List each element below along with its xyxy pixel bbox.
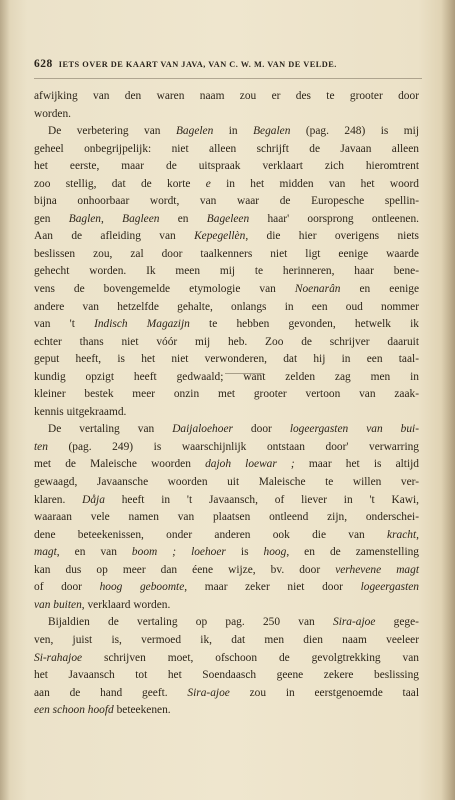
text-run: (pag. 249) is waarschijnlijk ontstaan door' verwarring [47,440,419,453]
text-line [34,123,419,141]
italic-text: e [205,177,211,190]
text-run: aan de hand geeft. [34,686,188,699]
text-run: , [101,212,123,225]
text-run: , die hier overigens niets [245,230,419,243]
text-run: (pag. 248) is mij [290,125,419,138]
text-run: door [232,423,290,436]
text-line [34,369,419,387]
text-line [34,158,419,176]
text-run: , en van [56,546,132,559]
text-run: andere van hetzelfde gehalte, onlangs in een oud nommer [34,300,419,313]
text-run: Bijaldien de vertaling op pag. 250 van [48,616,334,629]
text-run: of door [34,581,100,594]
text-run: De vertaling van [48,423,173,436]
text-line [34,650,419,668]
text-line [34,141,419,159]
text-line [34,527,419,545]
text-run: vens de bovengemelde etymologie van [34,283,295,296]
italic-text: logeergasten van bui- [289,423,420,436]
text-line [34,456,419,474]
text-line [34,439,419,457]
text-run: gehecht worden. Ik meen mij te herinneren, haar bene- [34,265,419,278]
text-run: te hebben gevonden, hetwelk ik [189,318,419,331]
text-line [34,614,419,632]
text-run: geput heeft, is het niet verwonderen, dat hij in een taal- [34,353,419,366]
text-run: , en de zamenstelling [286,546,419,559]
text-run: afwijking van den waren naam zou er des te grooter door [34,90,419,102]
text-line [34,211,419,229]
text-line [34,193,419,211]
text-run: schrijven moet, ofschoon de gevolgtrekking van [82,651,419,664]
text-line [34,281,419,299]
header-rule [34,78,422,79]
text-run: beslissen zou, zal door taalkenners niet ligt eenige waarde [34,247,419,260]
text-line [34,597,419,615]
text-run: kundig opzigt heeft gedwaald; want zelden zag men in [34,370,419,383]
text-run: Aan de afleiding van [34,230,195,243]
text-line [34,421,419,439]
italic-text: kracht, [387,528,419,541]
text-line [34,509,419,527]
text-line [34,404,419,422]
italic-text: Dåja [82,493,105,506]
italic-text: logeergasten [360,581,419,594]
text-run: echter thans niet vóór mij heb. Zoo de schrijver daaruit [34,335,419,348]
text-run: gen [34,212,69,225]
italic-text: hoog [263,546,287,559]
italic-text: Baglen [68,212,101,225]
text-line [34,544,419,562]
page-header [34,58,422,70]
italic-text: Noenarân [294,283,341,296]
italic-text: boom ; loehoer [131,546,226,559]
text-line [34,228,419,246]
text-run: dene beteekenissen, onder anderen ook die van [34,528,388,541]
italic-text: Begalen [253,125,291,138]
text-line [34,263,419,281]
italic-text: Si-rahajoe [34,651,83,664]
text-line [34,667,419,685]
text-run: waaraan vele namen van plaatsen ontleend zijn, onderschei- [34,511,419,524]
text-line [34,685,419,703]
text-run: zou in eerstgenoemde taal [229,686,419,699]
italic-text: magt [34,546,57,559]
page-edge-shadow [441,0,455,800]
running-head: IETS OVER DE KAART VAN JAVA, VAN C. W. M. VAN DE VELDE. [58,60,337,69]
italic-text: Sira-ajoe [333,616,376,629]
text-run: heeft in 't Javaansch, of liever in 't Kawi, [104,493,419,506]
italic-text: hoog geboomte [99,581,185,594]
text-run: is [225,546,264,559]
page-number: 628 [34,58,53,70]
text-line [34,492,419,510]
text-line [34,579,419,597]
italic-text: een schoon hoofd [34,704,114,717]
page-gutter-shadow [0,0,10,800]
text-line [34,386,419,404]
text-run: van 't [34,318,95,331]
text-line [34,106,419,124]
text-run: het eerste, maar de uitspraak verklaart zich hieromtrent [34,160,419,173]
text-run: in [213,125,254,138]
section-break-line [225,373,263,374]
text-line [34,334,419,352]
text-run: De verbetering van [48,125,176,138]
text-line [34,702,419,720]
text-line [34,632,419,650]
text-line [34,88,419,106]
text-run: met de Maleische woorden [34,458,206,471]
italic-text: van buiten [34,598,82,611]
italic-text: Kepegellèn [194,230,246,243]
text-run: bijna onhoorbaar wordt, van waar de Europesche spellin- [34,195,419,208]
text-run: het Javaansch tot het Soendaasch geene zekere beslissing [34,669,419,682]
text-run: , verklaard worden. [81,598,171,611]
text-run: maar het is altijd [294,458,419,471]
italic-text: verhevene magt [335,563,419,576]
italic-text: Sira-ajoe [187,686,230,699]
text-line [34,299,419,317]
text-run: kennis uitgekraamd. [34,405,127,418]
italic-text: Bageleen [206,212,250,225]
text-run: in het midden van het woord [210,177,419,190]
text-run: geheel onbegrijpelijk: niet alleen schrijft de Javaan alleen [34,142,419,155]
text-run: en [159,212,207,225]
text-run: zoo stellig, dat de korte [34,177,206,190]
text-line [34,351,419,369]
text-line [34,316,419,334]
text-run: kleiner bestek meer onzin met grooter vertoon van zaak- [34,388,419,401]
text-run: worden. [34,107,72,120]
italic-text: Daijaloehoer [172,423,233,436]
italic-text: Bagelen [175,125,214,138]
text-run: gewaagd, Javaansche woorden uit Maleische te willen ver- [34,476,419,489]
text-run: beteekenen. [113,704,171,717]
text-line [34,246,419,264]
italic-text: Bagleen [122,212,160,225]
text-run: haar' oorsprong ontleenen. [249,212,420,225]
italic-text: ten [34,440,48,453]
text-line [34,562,419,580]
text-run: , maar zeker niet door [184,581,361,594]
text-line [34,176,419,194]
text-run: gege- [375,616,419,629]
text-run: en eenige [340,283,419,296]
text-run: klaren. [34,493,83,506]
italic-text: Indisch Magazijn [94,318,190,331]
italic-text: dajoh loewar ; [205,458,295,471]
text-run: kan dus op meer dan éene wijze, bv. door [34,563,336,576]
text-run: ven, juist is, vermoed ik, dat men dien naam veeleer [34,633,419,646]
body-text [34,88,419,720]
text-line [34,474,419,492]
